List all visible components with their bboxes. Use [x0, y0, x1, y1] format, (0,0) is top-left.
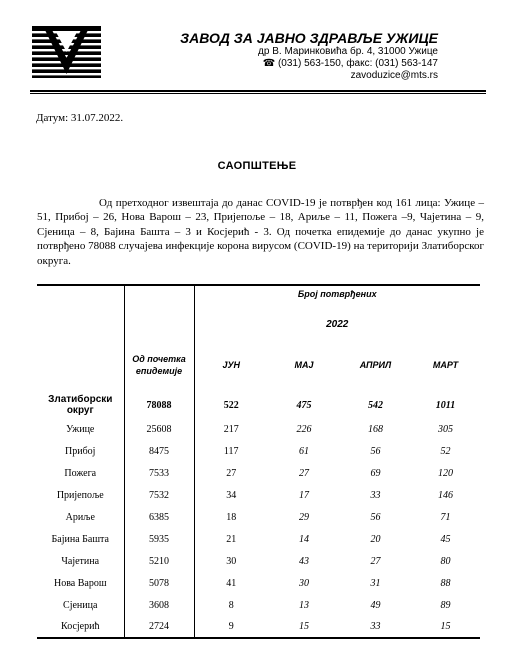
value-may: 17: [299, 489, 309, 501]
value-may: 30: [299, 577, 309, 589]
institute-phone-fax: ☎ (031) 563-150, факс: (031) 563-147: [262, 58, 438, 69]
row-name: Прибој: [37, 440, 124, 462]
since-start-value: 7533: [124, 462, 194, 484]
since-start-value: 5935: [124, 528, 194, 550]
table-row: [37, 594, 480, 616]
value-april: 69: [370, 467, 381, 479]
value-march: 120: [438, 467, 453, 479]
value-march: 146: [438, 489, 453, 501]
month-header-march: МАРТ: [432, 360, 459, 370]
since-start-value: 5210: [124, 550, 194, 572]
row-name: Пријепоље: [37, 484, 124, 506]
value-jun: 27: [226, 467, 237, 479]
value-april: 33: [370, 489, 381, 501]
document-date: Датум: 31.07.2022.: [36, 112, 124, 124]
value-march: 88: [440, 577, 451, 589]
since-start-value: 3608: [124, 594, 194, 616]
table-row: [37, 484, 480, 506]
since-start-value: 7532: [124, 484, 194, 506]
value-march: 15: [411, 616, 480, 638]
value-march: 80: [440, 555, 451, 567]
value-jun: 9: [194, 616, 268, 638]
total-row: [37, 392, 480, 418]
value-may: 29: [299, 511, 309, 523]
value-may: 13: [299, 599, 309, 611]
institute-email: zavoduzice@mts.rs: [350, 70, 438, 81]
value-april: 49: [370, 599, 381, 611]
value-may: 61: [299, 445, 309, 457]
since-start-value: 6385: [124, 506, 194, 528]
table-row: [37, 616, 480, 638]
value-may: 14: [299, 533, 309, 545]
row-name: Чајетина: [37, 550, 124, 572]
header-rule-thick: [30, 90, 486, 92]
row-name: Косјерић: [37, 616, 124, 638]
letterhead: [118, 30, 438, 82]
since-start-value: 78088: [124, 392, 194, 418]
month-header-jun: ЈУН: [222, 360, 241, 370]
table-row: [37, 506, 480, 528]
row-name: Пожега: [37, 462, 124, 484]
value-may: 226: [296, 423, 312, 435]
row-name: Нова Варош: [37, 572, 124, 594]
value-march: 45: [440, 533, 451, 545]
since-start-header: Од почетка епидемије: [124, 338, 194, 392]
row-name: Бајина Башта: [37, 528, 124, 550]
institute-logo: [32, 26, 101, 78]
value-march: 305: [438, 423, 453, 435]
value-jun: 8: [228, 599, 234, 611]
table-row: [37, 572, 480, 594]
value-march: 89: [440, 599, 451, 611]
institute-name: ЗАВОД ЗА ЈАВНО ЗДРАВЉЕ УЖИЦЕ: [180, 30, 438, 46]
value-jun: 34: [226, 489, 237, 501]
row-name: Ужице: [37, 418, 124, 440]
header-rule-thin: [30, 93, 486, 94]
value-march: 71: [440, 511, 451, 523]
value-march: 1011: [435, 399, 456, 411]
value-march: 52: [440, 445, 451, 457]
since-start-value: 2724: [124, 616, 194, 638]
value-april: 56: [370, 445, 381, 457]
table-row: [37, 440, 480, 462]
value-may: 43: [299, 555, 309, 567]
value-jun: 217: [223, 423, 239, 435]
year-header: 2022: [326, 318, 349, 330]
month-header-may: МАЈ: [294, 360, 314, 370]
month-header-april: АПРИЛ: [359, 360, 392, 370]
value-april: 56: [370, 511, 381, 523]
table-row: [37, 550, 480, 572]
value-april: 31: [370, 577, 381, 589]
value-jun: 21: [226, 533, 237, 545]
row-name: Ариље: [37, 506, 124, 528]
cases-table: [37, 284, 480, 639]
value-may: 15: [268, 616, 340, 638]
value-april: 27: [370, 555, 381, 567]
table-row: [37, 418, 480, 440]
value-may: 27: [299, 467, 309, 479]
document-heading: САОПШТЕЊЕ: [217, 160, 297, 172]
institute-address: др В. Маринковића бр. 4, 31000 Ужице: [258, 46, 438, 57]
table-row: [37, 462, 480, 484]
report-paragraph: Од претходног извештаја до данас COVID-19 је потврђен код 161 лица: Ужице – 51, Прибој – 26, Нова Варош – 23, Пријепоље – 18, Ариље – 11, Пожега –9, Чајетина – 9, Сјеница – 8, Бајина Башта – 3 и Косјерић - 3. Од почетка епидемије до данас укупно је потврђено 78088 случајева инфекције корона вирусом (COVID-19) на територији Златиборског округа.: [37, 197, 484, 267]
value-jun: 522: [223, 399, 239, 411]
since-start-value: 8475: [124, 440, 194, 462]
since-start-value: 25608: [124, 418, 194, 440]
value-april: 542: [368, 399, 383, 411]
value-april: 20: [370, 533, 381, 545]
value-jun: 41: [226, 577, 237, 589]
value-jun: 117: [223, 445, 239, 457]
table-row: [37, 528, 480, 550]
value-may: 475: [296, 399, 312, 411]
value-april: 168: [368, 423, 383, 435]
value-april: 33: [340, 616, 411, 638]
row-name: Сјеница: [37, 594, 124, 616]
value-jun: 18: [226, 511, 237, 523]
row-name: Златиборски округ: [37, 392, 124, 418]
confirmed-header: Број потврђених: [194, 285, 480, 310]
since-start-value: 5078: [124, 572, 194, 594]
value-jun: 30: [226, 555, 237, 567]
